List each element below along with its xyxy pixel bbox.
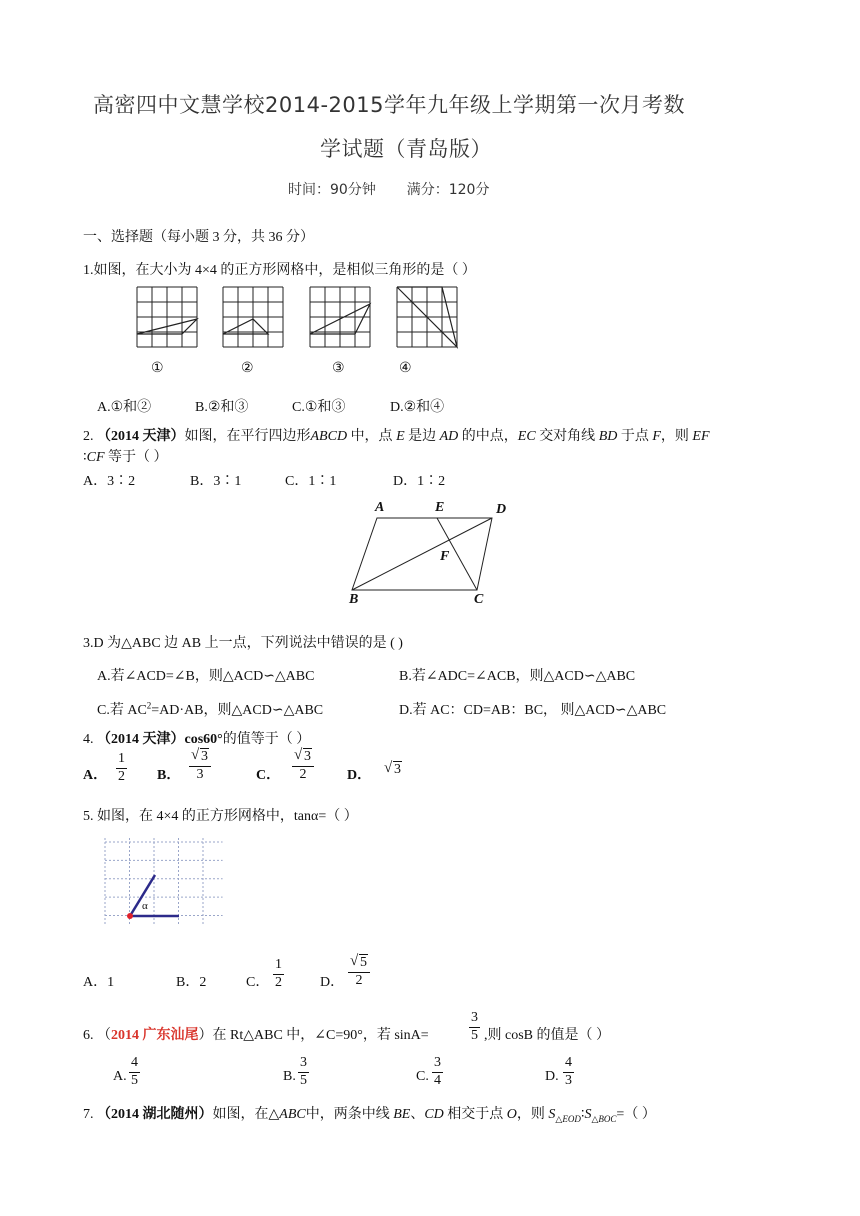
q2-option-b: B．3∶1: [190, 474, 242, 489]
q2-option-a: A．3∶2: [83, 474, 136, 489]
q3-text: =AD·AB，则△ACD∽△ABC: [151, 703, 324, 718]
grid-label-1: ①: [151, 361, 164, 376]
fig-label-e: E: [435, 500, 445, 515]
q2-text: 是边: [408, 429, 437, 444]
q2-var: EF: [692, 429, 710, 444]
q4-option-a: [113, 752, 130, 784]
q6-text: ）: [198, 1028, 213, 1043]
q4-option-c: [289, 747, 317, 782]
q3-option-d: D.若 AC：CD=AB：BC， 则△ACD∽△ABC: [399, 703, 667, 718]
q6-label-d: D.: [545, 1069, 559, 1084]
q2-var: CF: [86, 450, 105, 465]
q6-source: 2014 广东汕尾: [111, 1028, 199, 1043]
q5-label-c: C．: [246, 975, 270, 990]
q2-var: AD: [439, 429, 459, 444]
q7-sub: △BOC: [591, 1113, 617, 1124]
frac-num: 1: [116, 752, 127, 769]
frac-den: 5: [300, 1072, 307, 1088]
q7-text: 相交于点: [447, 1107, 504, 1122]
q5-option-d: [345, 953, 373, 988]
q5-grid-figure: [0, 0, 140, 110]
q7-text: ，则: [516, 1107, 545, 1122]
q7-text: 如图，在△: [212, 1107, 280, 1122]
q7-text: =（ ）: [616, 1107, 656, 1122]
q7-var: BE: [393, 1107, 411, 1122]
time-unit: 分钟: [347, 182, 376, 198]
frac-num: 3: [432, 1056, 443, 1073]
q1-grids-figure: [0, 285, 600, 355]
q1-option-d: D.②和④: [390, 400, 445, 415]
grid-label-4: ④: [399, 361, 412, 376]
q2-text: ，则: [660, 429, 689, 444]
alpha-label: α: [142, 900, 148, 912]
fig-label-d: D: [496, 502, 507, 517]
q3-option-c: [97, 699, 323, 719]
frac-num: 3: [469, 1011, 480, 1028]
q3-option-a: A.若∠ACD=∠B，则△ACD∽△ABC: [97, 669, 315, 684]
q2-text: ∶: [83, 450, 87, 465]
q2-text: 于点: [620, 429, 649, 444]
q6-label-c: C.: [416, 1069, 429, 1084]
q6-option-a: [126, 1056, 143, 1088]
q4-label-d: D．: [347, 768, 372, 783]
sqrt-icon: √: [294, 747, 303, 763]
q7-sub: △EOD: [555, 1113, 581, 1124]
q6-number: 6.: [83, 1028, 94, 1043]
q3-text: C.若 AC: [97, 703, 147, 718]
q1-option-a: A.①和②: [97, 400, 152, 415]
fig-label-b: B: [349, 592, 359, 607]
q2-stem: [83, 425, 710, 445]
q6-text: （: [97, 1028, 111, 1043]
frac-den: 2: [355, 972, 363, 988]
q7-number: 7.: [83, 1107, 94, 1122]
q2-var: BD: [598, 429, 618, 444]
frac-den: 3: [565, 1072, 572, 1088]
q2-text: 中，点: [350, 429, 393, 444]
q7-var: S: [548, 1107, 556, 1122]
q7-text: 中，两条中线: [305, 1107, 390, 1122]
q5-stem: 5. 如图，在 4×4 的正方形网格中，tanα=（ ）: [83, 809, 358, 824]
q2-text: 如图，在平行四边形: [184, 429, 311, 444]
q2-text: 等于（ ）: [108, 450, 168, 465]
q4-number: 4.: [83, 732, 94, 747]
frac-den: 5: [471, 1027, 478, 1043]
page-title: 高密四中文慧学校2014-2015学年九年级上学期第一次月考数: [93, 93, 685, 117]
q7-text: ∶: [580, 1107, 585, 1122]
q5-label-d: D．: [320, 975, 345, 990]
q7-var: O: [506, 1107, 517, 1122]
sqrt-icon: √: [384, 760, 393, 776]
q6-stem: [83, 1024, 429, 1044]
q2-var: E: [396, 429, 405, 444]
q3-sup: 2: [146, 700, 152, 711]
q7-var: S: [584, 1107, 592, 1122]
q2-var: EC: [517, 429, 536, 444]
grid-3: [310, 287, 370, 347]
q1-option-c: C.①和③: [292, 400, 346, 415]
frac-num: 4: [129, 1056, 140, 1073]
q1-stem: 1.如图，在大小为 4×4 的正方形网格中，是相似三角形的是（ ）: [83, 263, 476, 278]
grid-label-3: ③: [332, 361, 345, 376]
fig-label-c: C: [474, 592, 484, 607]
frac-den: 2: [275, 974, 282, 990]
q2-var: ABCD: [310, 429, 348, 444]
q5-option-c: [270, 958, 287, 990]
q2-number: 2.: [83, 429, 94, 444]
q2-option-d: D．1∶2: [393, 474, 446, 489]
q6-option-d: [560, 1056, 577, 1088]
q6-option-c: [429, 1056, 446, 1088]
q2-source: （2014 天津）: [97, 429, 185, 444]
time-value: 90: [330, 182, 348, 198]
q5-option-a: A．1: [83, 975, 115, 990]
frac-num: 1: [273, 958, 284, 975]
q6-stem-end: ,则 cosB 的值是（ ）: [484, 1028, 610, 1043]
q4-option-b: [186, 747, 214, 782]
q4-text: 的值等于（ ）: [222, 732, 311, 747]
score-value: 120: [448, 182, 476, 198]
frac-den: 2: [118, 768, 125, 784]
q6-label-b: B.: [283, 1069, 296, 1084]
q2-stem-line2: [83, 446, 168, 466]
radicand: 3: [394, 762, 401, 777]
q4-label-a: A．: [83, 768, 108, 783]
sqrt-icon: √: [191, 747, 200, 763]
fig-label-f: F: [440, 549, 450, 564]
q4-stem: [83, 728, 310, 748]
fig-label-a: A: [375, 500, 385, 515]
frac-den: 5: [131, 1072, 138, 1088]
score-label: 满分：: [406, 182, 449, 198]
score-unit: 分: [475, 182, 490, 198]
q2-var: F: [652, 429, 661, 444]
q7-stem: [83, 1103, 656, 1125]
exam-info: [288, 179, 489, 199]
frac-den: 3: [196, 766, 204, 782]
q7-text: 、: [410, 1107, 425, 1122]
q2-text: 的中点，: [461, 429, 518, 444]
grid-1: [137, 287, 197, 347]
sqrt-icon: √: [350, 953, 359, 969]
q7-var: CD: [424, 1107, 444, 1122]
q6-sina-fraction: [466, 1011, 483, 1043]
q4-option-d: [384, 762, 402, 778]
q3-stem: 3.D 为△ABC 边 AB 上一点，下列说法中错误的是 ( ): [83, 636, 403, 651]
frac-num: 3: [298, 1056, 309, 1073]
grid-label-2: ②: [241, 361, 254, 376]
q5-option-b: B．2: [176, 975, 207, 990]
q4-source: （2014 天津）cos60°: [97, 732, 223, 747]
frac-den: 2: [299, 766, 307, 782]
section-heading: 一、选择题（每小题 3 分，共 36 分）: [83, 230, 314, 245]
grid-2: [223, 287, 283, 347]
q7-var: ABC: [279, 1107, 306, 1122]
page-title-line2: 学试题（青岛版）: [320, 137, 492, 161]
q6-option-b: [295, 1056, 312, 1088]
q1-option-b: B.②和③: [195, 400, 249, 415]
time-label: 时间：: [288, 182, 330, 198]
radicand: 3: [201, 749, 208, 764]
q3-option-b: B.若∠ADC=∠ACB，则△ACD∽△ABC: [399, 669, 636, 684]
q4-label-c: C．: [256, 768, 281, 783]
frac-num: 4: [563, 1056, 574, 1073]
radicand: 5: [360, 955, 367, 970]
frac-den: 4: [434, 1072, 441, 1088]
q2-option-c: C．1∶1: [285, 474, 337, 489]
q6-text: 在 Rt△ABC 中，∠C=90°，若 sinA=: [212, 1028, 429, 1043]
radicand: 3: [304, 749, 311, 764]
q2-text: 交对角线: [539, 429, 596, 444]
q6-label-a: A.: [113, 1069, 127, 1084]
q7-source: （2014 湖北随州）: [97, 1107, 213, 1122]
q4-label-b: B．: [157, 768, 181, 783]
